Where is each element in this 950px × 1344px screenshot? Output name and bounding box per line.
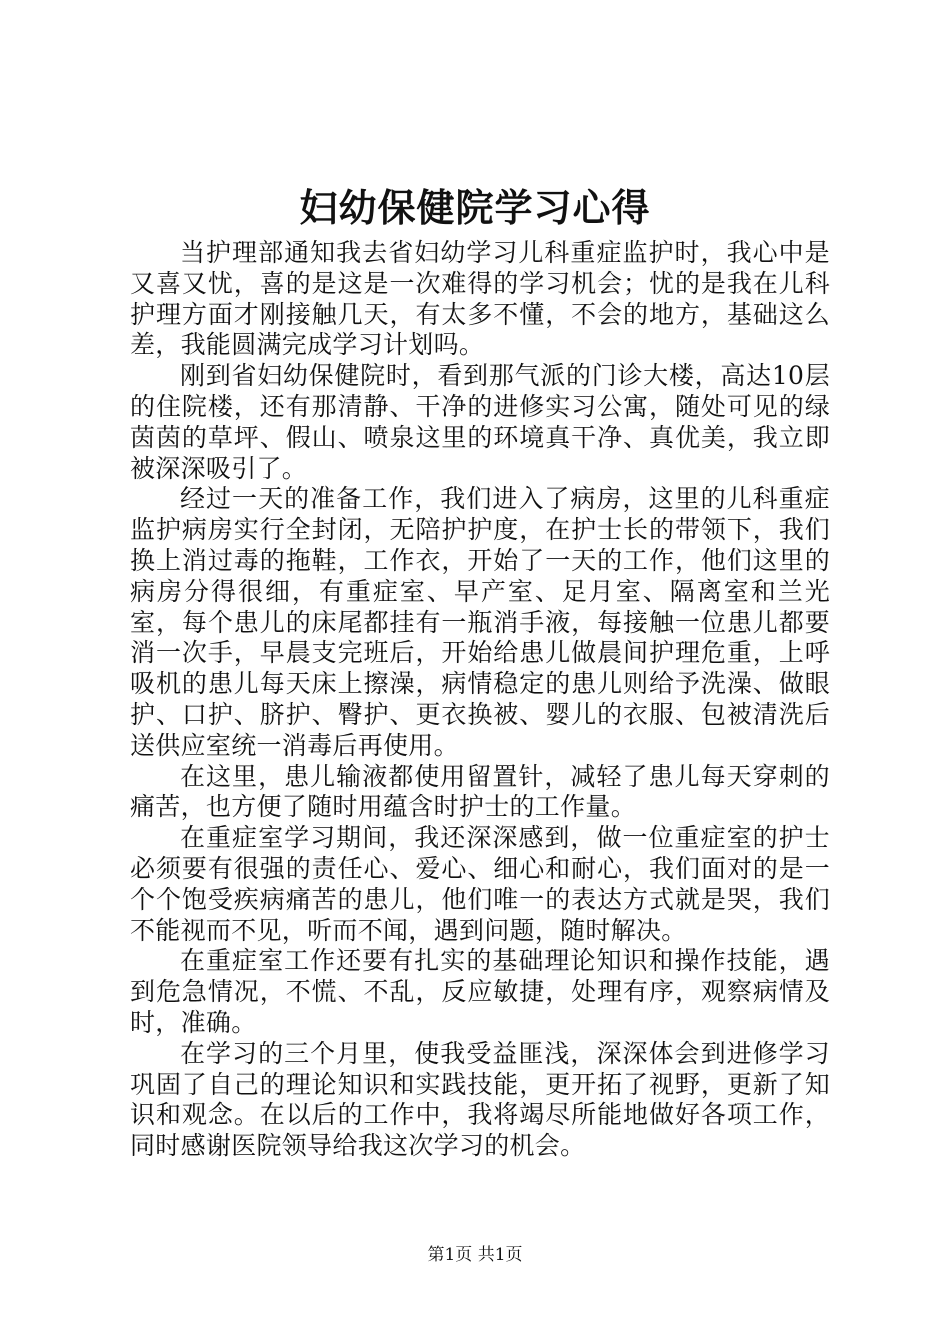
paragraph: 当护理部通知我去省妇幼学习儿科重症监护时，我心中是又喜又忧，喜的是这是一次难得的学习机会；忧的是我在儿科护理方面才刚接触几天，有太多不懂，不会的地方，基础这么差，我能圆满完成学习计划吗。 xyxy=(130,238,830,360)
paragraph: 在重症室学习期间，我还深深感到，做一位重症室的护士必须要有很强的责任心、爱心、细心和耐心，我们面对的是一个个饱受疾病痛苦的患儿，他们唯一的表达方式就是哭，我们不能视而不见，听而不闻，遇到问题，随时解决。 xyxy=(130,823,830,945)
paragraph: 刚到省妇幼保健院时，看到那气派的门诊大楼，高达10层的住院楼，还有那清静、干净的进修实习公寓，随处可见的绿茵茵的草坪、假山、喷泉这里的环境真干净、真优美，我立即被深深吸引了。 xyxy=(130,361,830,483)
paragraph: 经过一天的准备工作，我们进入了病房，这里的儿科重症监护病房实行全封闭，无陪护护度，在护士长的带领下，我们换上消过毒的拖鞋，工作衣，开始了一天的工作，他们这里的病房分得很细，有重症室、早产室、足月室、隔离室和兰光室，每个患儿的床尾都挂有一瓶消手液，每接触一位患儿都要消一次手，早晨支完班后，开始给患儿做晨间护理危重，上呼吸机的患儿每天床上擦澡，病情稳定的患儿则给予洗澡、做眼护、口护、脐护、臀护、更衣换被、婴儿的衣服、包被清洗后送供应室统一消毒后再使用。 xyxy=(130,484,830,760)
paragraph: 在这里，患儿输液都使用留置针，减轻了患儿每天穿刺的痛苦，也方便了随时用蕴含时护士的工作量。 xyxy=(130,761,830,822)
paragraph: 在学习的三个月里，使我受益匪浅，深深体会到进修学习巩固了自己的理论知识和实践技能，更开拓了视野，更新了知识和观念。在以后的工作中，我将竭尽所能地做好各项工作，同时感谢医院领导给我这次学习的机会。 xyxy=(130,1038,830,1161)
paragraph: 在重症室工作还要有扎实的基础理论知识和操作技能，遇到危急情况，不慌、不乱，反应敏捷，处理有序，观察病情及时，准确。 xyxy=(130,946,830,1037)
document-body xyxy=(130,238,830,1162)
document-title: 妇幼保健院学习心得 xyxy=(299,185,651,230)
page-footer: 第1页 共1页 xyxy=(427,1245,523,1265)
